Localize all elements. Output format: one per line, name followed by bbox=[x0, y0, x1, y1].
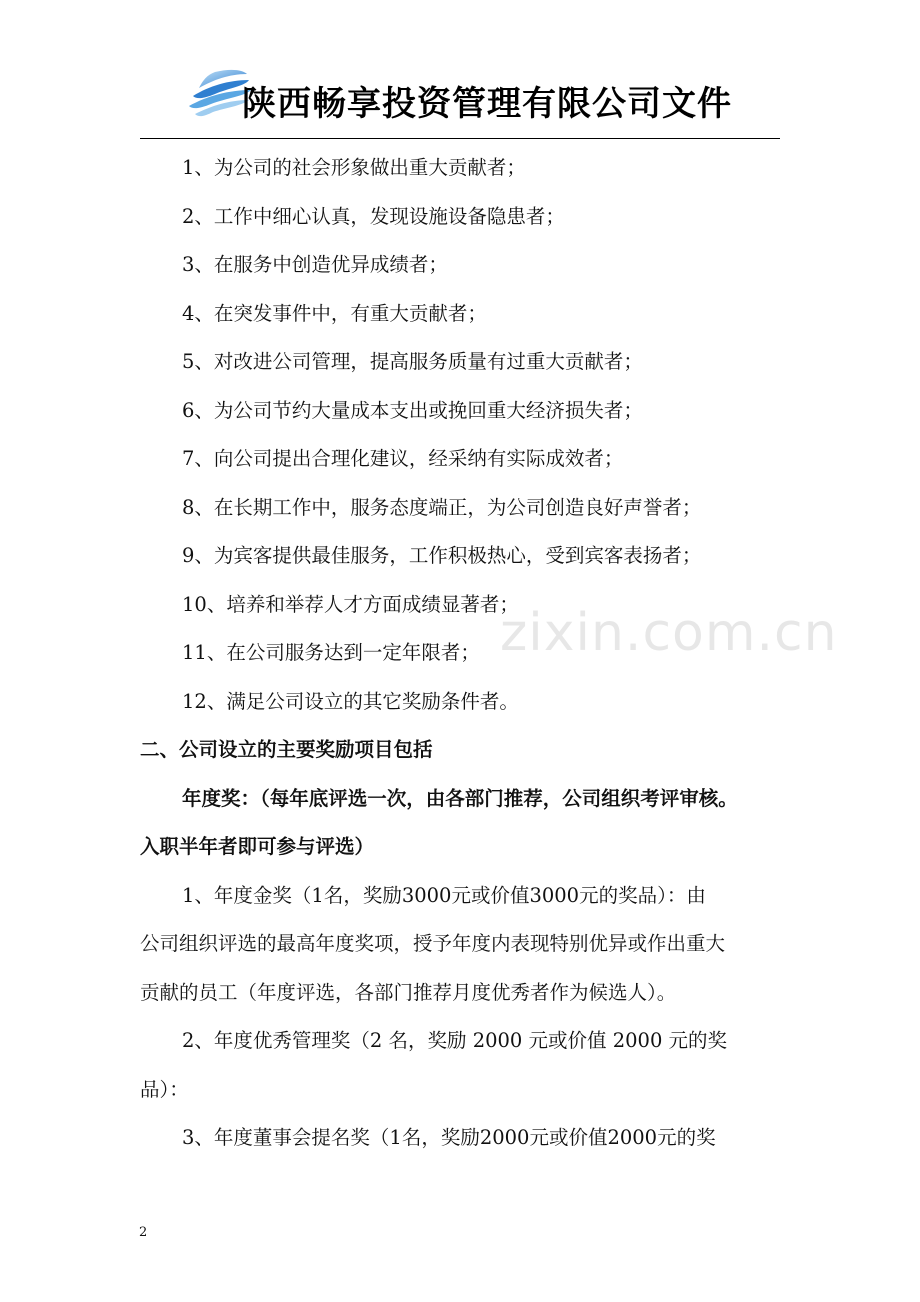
gold-award-paragraph-end: 贡献的员工（年度评选，各部门推荐月度优秀者作为候选人）。 bbox=[140, 980, 677, 1004]
list-item: 6、为公司节约大量成本支出或挽回重大经济损失者； bbox=[182, 398, 643, 422]
list-item: 12、满足公司设立的其它奖励条件者。 bbox=[182, 689, 519, 713]
document-body bbox=[140, 146, 785, 1165]
list-item: 5、对改进公司管理，提高服务质量有过重大贡献者； bbox=[182, 350, 643, 373]
list-item: 4、在突发事件中，有重大贡献者； bbox=[182, 301, 487, 325]
list-item: 11、在公司服务达到一定年限者； bbox=[182, 641, 480, 664]
section-heading: 二、公司设立的主要奖励项目包括 bbox=[140, 738, 433, 761]
board-award-paragraph: 3、年度董事会提名奖（1名，奖励2000元或价值2000元的奖 bbox=[182, 1126, 716, 1149]
list-item: 10、培养和举荐人才方面成绩显著者； bbox=[182, 592, 519, 616]
watermark-text: zixin.com.cn bbox=[500, 603, 838, 663]
list-item: 1、为公司的社会形象做出重大贡献者； bbox=[182, 156, 526, 179]
list-item: 9、为宾客提供最佳服务，工作积极热心，受到宾客表扬者； bbox=[182, 544, 702, 567]
annual-award-intro-cont: 入职半年者即可参与评选） bbox=[140, 835, 375, 858]
annual-award-intro: 年度奖：（每年底评选一次，由各部门推荐，公司组织考评审核。 bbox=[182, 786, 738, 810]
management-award-paragraph-end: 品）： bbox=[140, 1077, 189, 1101]
management-award-paragraph: 2、年度优秀管理奖（2 名，奖励 2000 元或价值 2000 元的奖 bbox=[182, 1029, 728, 1052]
header-divider bbox=[140, 138, 780, 139]
page-number: 2 bbox=[139, 1225, 148, 1240]
document-title: 陕西畅享投资管理有限公司文件 bbox=[242, 84, 732, 124]
list-item: 3、在服务中创造优异成绩者； bbox=[182, 253, 448, 276]
document-header bbox=[185, 62, 785, 132]
gold-award-paragraph-cont: 公司组织评选的最高年度奖项，授予年度内表现特别优异或作出重大 bbox=[140, 932, 726, 955]
list-item: 7、向公司提出合理化建议，经采纳有实际成效者； bbox=[182, 447, 624, 470]
gold-award-paragraph: 1、年度金奖（1名，奖励3000元或价值3000元的奖品）：由 bbox=[182, 883, 706, 907]
list-item: 8、在长期工作中，服务态度端正，为公司创造良好声誉者； bbox=[182, 495, 702, 519]
list-item: 2、工作中细心认真，发现设施设备隐患者； bbox=[182, 204, 565, 228]
